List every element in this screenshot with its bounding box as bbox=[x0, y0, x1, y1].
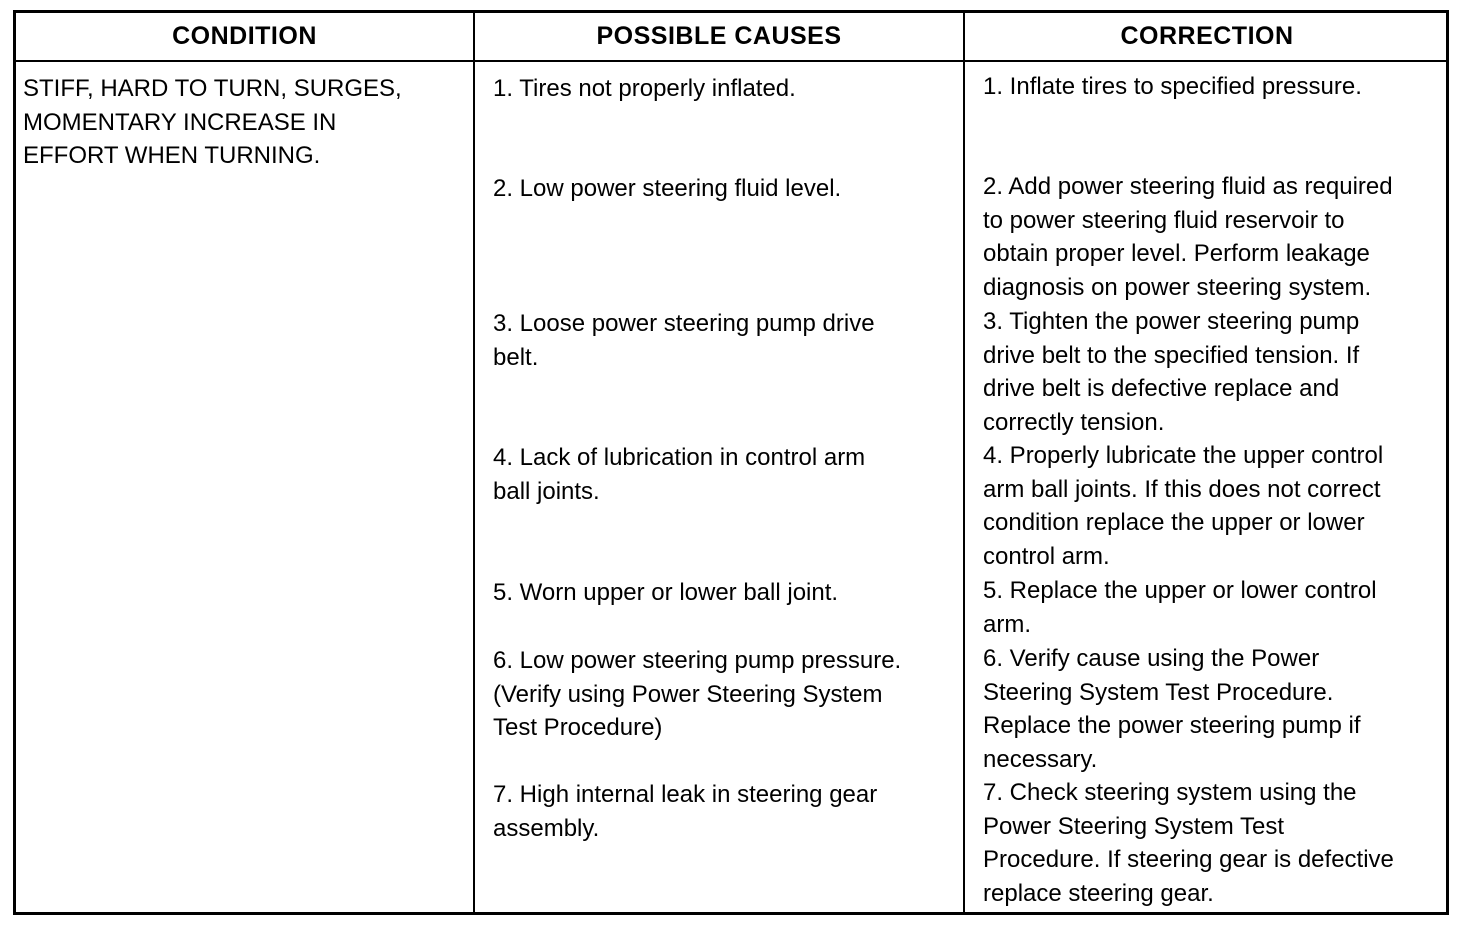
correction-7: 7. Check steering system using the Power Steering System Test Procedure. If steering gear is defective replace steering gear. bbox=[983, 779, 1394, 907]
cause-3: 3. Loose power steering pump drive belt. bbox=[493, 310, 875, 371]
correction-6: 6. Verify cause using the Power Steering System Test Procedure. Replace the power steering pump if necessary. bbox=[983, 645, 1361, 773]
cause-7: 7. High internal leak in steering gear assembly. bbox=[493, 781, 878, 842]
correction-1: 1. Inflate tires to specified pressure. bbox=[983, 73, 1362, 100]
cause-5: 5. Worn upper or lower ball joint. bbox=[493, 579, 839, 606]
correction-4: 4. Properly lubricate the upper control arm ball joints. If this does not correct condition replace the upper or lower control arm. bbox=[983, 442, 1384, 570]
column-divider-1 bbox=[473, 13, 475, 912]
condition-text: STIFF, HARD TO TURN, SURGES, MOMENTARY INCREASE IN EFFORT WHEN TURNING. bbox=[23, 75, 402, 169]
column-divider-2 bbox=[963, 13, 965, 912]
cause-1: 1. Tires not properly inflated. bbox=[493, 75, 796, 102]
diagnosis-table bbox=[13, 10, 1449, 915]
cause-6: 6. Low power steering pump pressure. (Verify using Power Steering System Test Procedure) bbox=[493, 647, 902, 741]
correction-3: 3. Tighten the power steering pump drive belt to the specified tension. If drive belt is defective replace and correctly tension. bbox=[983, 308, 1360, 436]
header-condition: CONDITION bbox=[172, 22, 317, 50]
correction-5: 5. Replace the upper or lower control arm. bbox=[983, 577, 1377, 638]
header-correction: CORRECTION bbox=[1120, 22, 1294, 50]
cause-4: 4. Lack of lubrication in control arm ball joints. bbox=[493, 444, 866, 505]
header-divider bbox=[16, 60, 1446, 62]
cause-2: 2. Low power steering fluid level. bbox=[493, 175, 842, 202]
correction-2: 2. Add power steering fluid as required to power steering fluid reservoir to obtain proper level. Perform leakage diagnosis on power steering system. bbox=[983, 173, 1393, 301]
header-possible-causes: POSSIBLE CAUSES bbox=[596, 22, 842, 50]
